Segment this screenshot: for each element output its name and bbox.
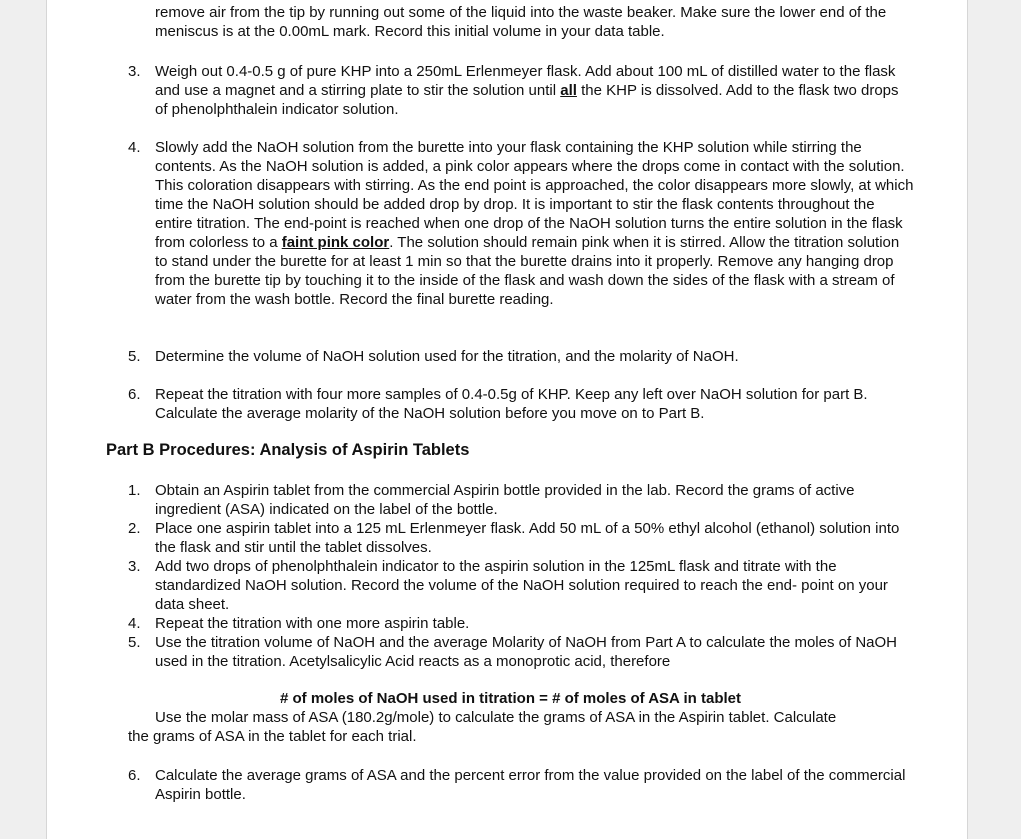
list-number: 4. — [128, 615, 141, 632]
equation: # of moles of NaOH used in titration = # of moles of ASA in tablet — [279, 690, 742, 707]
list-number: 5. — [128, 348, 141, 365]
list-number: 6. — [128, 767, 141, 784]
list-number: 3. — [128, 63, 141, 80]
list-number: 4. — [128, 139, 141, 156]
list-item: Weigh out 0.4-0.5 g of pure KHP into a 250mL Erlenmeyer flask. Add about 100 mL of distilled water to the flask and use a magnet and a stirring plate to stir the solution until all the KHP is dissolved. Add to the flask two drops of phenolphthalein indicator solution. — [155, 63, 899, 118]
list-item: Add two drops of phenolphthalein indicator to the aspirin solution in the 125mL flask and titrate with the standardized NaOH solution. Record the volume of the NaOH solution required to reach the end- point on your data sheet. — [155, 558, 888, 613]
emphasis-faint-pink: faint pink color — [281, 234, 390, 251]
list-item: Calculate the average grams of ASA and the percent error from the value provided on the label of the commercial Aspirin bottle. — [155, 767, 906, 803]
list-number: 5. — [128, 634, 141, 651]
paragraph-line: the grams of ASA in the tablet for each trial. — [128, 728, 417, 745]
list-item: Repeat the titration with one more aspirin table. — [155, 615, 470, 632]
paragraph-line: Use the molar mass of ASA (180.2g/mole) to calculate the grams of ASA in the Aspirin tablet. Calculate — [155, 709, 837, 726]
list-item: Obtain an Aspirin tablet from the commercial Aspirin bottle provided in the lab. Record the grams of active ingredient (ASA) indicated on the label of the bottle. — [155, 482, 855, 518]
list-number: 6. — [128, 386, 141, 403]
list-number: 1. — [128, 482, 141, 499]
list-item: Determine the volume of NaOH solution used for the titration, and the molarity of NaOH. — [155, 348, 739, 365]
list-item: Slowly add the NaOH solution from the burette into your flask containing the KHP solution while stirring the contents. As the NaOH solution is added, a pink color appears where the drops come in contact with the solution. This coloration disappears with stirring. As the end point is approached, the color disappears more slowly, at which time the NaOH solution should be added drop by drop. It is important to stir the flask contents throughout the entire titration. The end-point is reached when one drop of the NaOH solution turns the entire solution in the flask from colorless to a faint pink color. The solution should remain pink when it is stirred. Allow the titration solution to stand under the burette for at least 1 min so that the burette drains into it properly. Remove any hanging drop from the burette tip by touching it to the inside of the flask and wash down the sides of the flask with a stream of water from the wash bottle. Record the final burette reading. — [155, 139, 914, 308]
list-number: 2. — [128, 520, 141, 537]
list-item: Place one aspirin tablet into a 125 mL Erlenmeyer flask. Add 50 mL of a 50% ethyl alcohol (ethanol) solution into the flask and stir until the tablet dissolves. — [155, 520, 900, 556]
emphasis-all: all — [560, 82, 577, 99]
list-number: 3. — [128, 558, 141, 575]
continuation-paragraph: remove air from the tip by running out some of the liquid into the waste beaker. Make sure the lower end of the meniscus is at the 0.00mL mark. Record this initial volume in your data table. — [155, 4, 887, 40]
list-item: Use the titration volume of NaOH and the average Molarity of NaOH from Part A to calculate the moles of NaOH used in the titration. Acetylsalicylic Acid reacts as a monoprotic acid, therefore — [155, 634, 898, 670]
section-heading: Part B Procedures: Analysis of Aspirin Tablets — [106, 441, 470, 459]
list-item: Repeat the titration with four more samples of 0.4-0.5g of KHP. Keep any left over NaOH solution for part B. Calculate the average molarity of the NaOH solution before you move on to Part B. — [155, 386, 868, 422]
